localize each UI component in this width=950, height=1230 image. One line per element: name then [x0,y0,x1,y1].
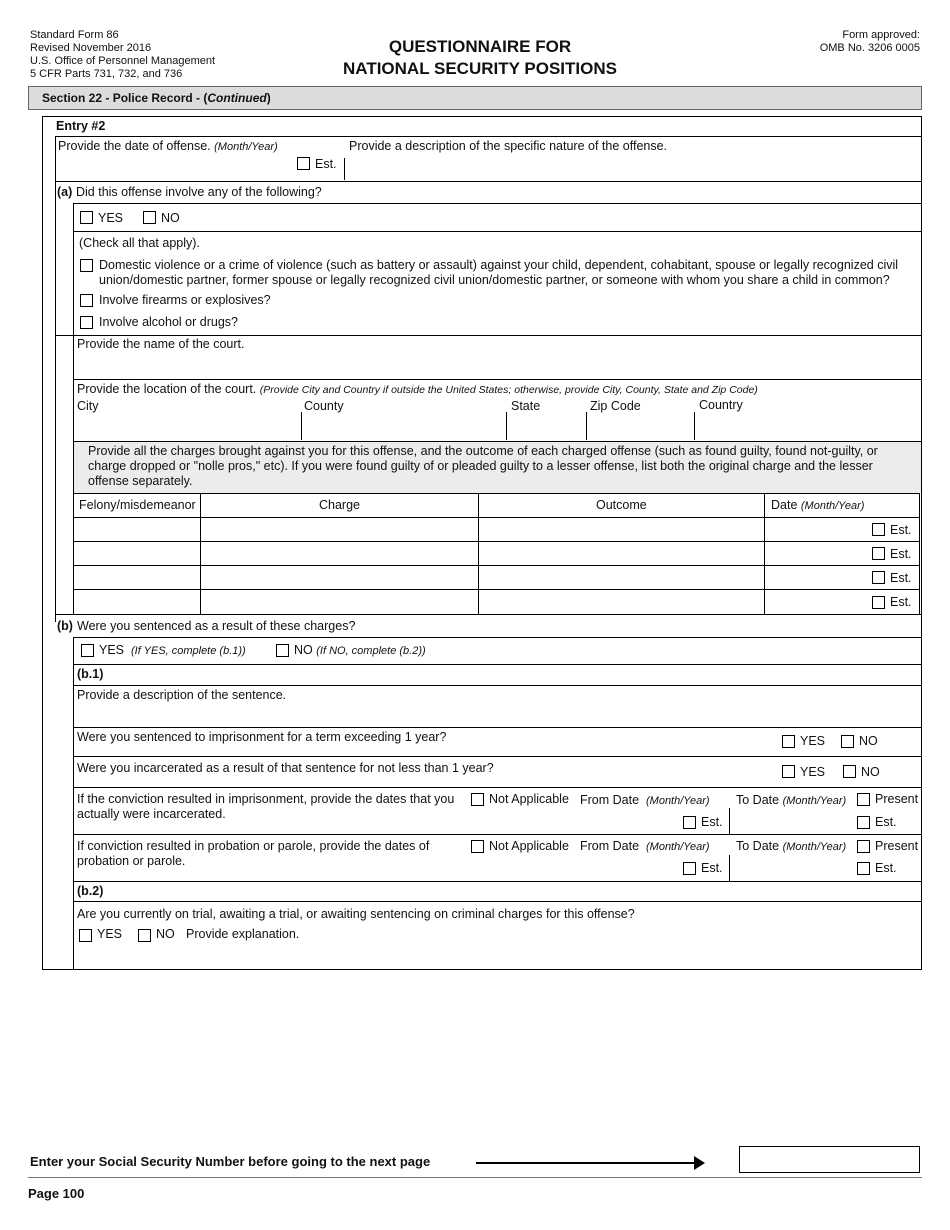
part-a-yes-checkbox[interactable] [80,211,93,224]
on-trial-no-label: NO [156,927,175,941]
offense-date-est-checkbox[interactable] [297,157,310,170]
conviction-present-label: Present [875,792,919,806]
charge-row4-est-label: Est. [890,595,912,609]
sentence-description-label: Provide a description of the sentence. [77,688,287,702]
part-b-no-checkbox[interactable] [276,644,289,657]
charge-row2-est-label: Est. [890,547,912,561]
offense-date-label: Provide the date of offense. (Month/Year) [58,139,278,153]
form-cfr: 5 CFR Parts 731, 732, and 736 [30,68,183,80]
conviction-to-date-label: To Date (Month/Year) [736,793,847,807]
omb-number: OMB No. 3206 0005 [819,42,920,54]
col-outcome-header: Outcome [596,498,647,512]
firearms-checkbox[interactable] [80,294,93,307]
part-a-question: Did this offense involve any of the following? [76,185,322,199]
court-country-label: Country [699,398,743,412]
form-approved-label: Form approved: [842,29,920,41]
probation-from-est-label: Est. [701,861,723,875]
page-number: Page 100 [28,1186,85,1201]
ssn-prompt: Enter your Social Security Number before going to the next page [30,1154,431,1169]
conviction-from-date-label: From Date (Month/Year) [580,793,710,807]
incarceration-no-label: NO [861,765,880,779]
imprisonment-yes-checkbox[interactable] [782,735,795,748]
part-b-yes-label: YES (If YES, complete (b.1)) [99,643,246,657]
incarceration-yes-checkbox[interactable] [782,765,795,778]
entry-label: Entry #2 [56,119,106,133]
court-county-label: County [304,399,344,413]
probation-to-date-label: To Date (Month/Year) [736,839,847,853]
incarceration-no-checkbox[interactable] [843,765,856,778]
form-identification [30,29,215,81]
on-trial-yes-checkbox[interactable] [79,929,92,942]
probation-from-date-label: From Date (Month/Year) [580,839,710,853]
conviction-to-est-checkbox[interactable] [857,816,870,829]
probation-dates-question: If conviction resulted in probation or parole, provide the dates of probation or parole. [77,839,430,868]
part-b-label: (b) [57,619,73,633]
probation-to-est-checkbox[interactable] [857,862,870,875]
imprisonment-no-label: NO [859,734,878,748]
charge-row3-est-label: Est. [890,571,912,585]
on-trial-explanation-label: Provide explanation. [186,927,300,941]
part-b-no-label: NO (If NO, complete (b.2)) [294,643,426,657]
probation-present-label: Present [875,839,919,853]
charge-row1-est-label: Est. [890,523,912,537]
conviction-to-est-label: Est. [875,815,897,829]
court-state-label: State [511,399,541,413]
col-charge-header: Charge [319,498,360,512]
firearms-label: Involve firearms or explosives? [99,293,271,307]
domestic-violence-label: Domestic violence or a crime of violence (such as battery or assault) against your child, dependent, cohabitant, spouse or legally recognized civil union/domestic partner, former spouse or legally recognized civil union/domestic partner, or someone with whom you share a child in common? [99,258,899,287]
alcohol-drugs-label: Involve alcohol or drugs? [99,315,238,329]
arrow-right-icon [476,1162,696,1164]
probation-present-checkbox[interactable] [857,840,870,853]
court-name-label: Provide the name of the court. [77,337,245,351]
conviction-from-est-checkbox[interactable] [683,816,696,829]
form-agency: U.S. Office of Personnel Management [30,55,216,67]
probation-not-applicable-checkbox[interactable] [471,840,484,853]
court-zip-label: Zip Code [590,399,641,413]
court-location-label: Provide the location of the court. (Provide City and Country if outside the United States; otherwise, provide City, County, State and Zip Code) [77,382,758,396]
part-b-question: Were you sentenced as a result of these charges? [77,619,356,633]
on-trial-question: Are you currently on trial, awaiting a trial, or awaiting sentencing on criminal charges for this offense? [77,907,635,921]
part-a-no-checkbox[interactable] [143,211,156,224]
section-header [28,86,922,110]
domestic-violence-checkbox[interactable] [80,259,93,272]
section-title: Section 22 - Police Record - (Continued) [42,91,271,105]
on-trial-no-checkbox[interactable] [138,929,151,942]
probation-from-est-checkbox[interactable] [683,862,696,875]
probation-to-est-label: Est. [875,861,897,875]
charge-row3-est-checkbox[interactable] [872,571,885,584]
charges-instruction: Provide all the charges brought against you for this offense, and the outcome of each charged offense (such as found guilty, found not-guilty, or charge dropped or "nolle pros," etc). If you were found guilty of or pleaded guilty to a lesser offense, list both the original charge and the lesser offense separately. [88,444,878,488]
imprisonment-question: Were you sentenced to imprisonment for a term exceeding 1 year? [77,730,447,744]
part-a-label: (a) [57,185,73,199]
incarceration-question: Were you incarcerated as a result of that sentence for not less than 1 year? [77,761,494,775]
imprisonment-no-checkbox[interactable] [841,735,854,748]
check-all-instruction: (Check all that apply). [79,236,200,250]
charge-row4-est-checkbox[interactable] [872,596,885,609]
col-felony-header: Felony/misdemeanor [79,498,196,512]
ssn-input[interactable] [739,1146,920,1173]
part-b-yes-checkbox[interactable] [81,644,94,657]
b2-label: (b.2) [77,884,104,898]
offense-date-est-label: Est. [315,157,337,171]
on-trial-yes-label: YES [97,927,123,941]
court-city-label: City [77,399,99,413]
imprisonment-yes-label: YES [800,734,826,748]
arrow-head-icon [694,1156,705,1170]
title-line-2: NATIONAL SECURITY POSITIONS [343,59,617,78]
conviction-not-applicable-checkbox[interactable] [471,793,484,806]
form-revision: Revised November 2016 [30,42,152,54]
form-number: Standard Form 86 [30,29,119,41]
page-title [280,36,680,80]
conviction-from-est-label: Est. [701,815,723,829]
title-line-1: QUESTIONNAIRE FOR [388,37,572,56]
alcohol-drugs-checkbox[interactable] [80,316,93,329]
conviction-not-applicable-label: Not Applicable [489,792,569,806]
charge-row2-est-checkbox[interactable] [872,547,885,560]
probation-not-applicable-label: Not Applicable [489,839,569,853]
omb-approval [820,29,920,55]
charge-row1-est-checkbox[interactable] [872,523,885,536]
offense-description-label: Provide a description of the specific nature of the offense. [349,139,668,153]
part-a-no-label: NO [161,211,180,225]
col-date-header: Date (Month/Year) [771,498,865,512]
part-a-yes-label: YES [98,211,124,225]
b1-label: (b.1) [77,667,104,681]
conviction-dates-question: If the conviction resulted in imprisonment, provide the dates that you actually were incarcerated. [77,792,455,821]
incarceration-yes-label: YES [800,765,826,779]
conviction-present-checkbox[interactable] [857,793,870,806]
